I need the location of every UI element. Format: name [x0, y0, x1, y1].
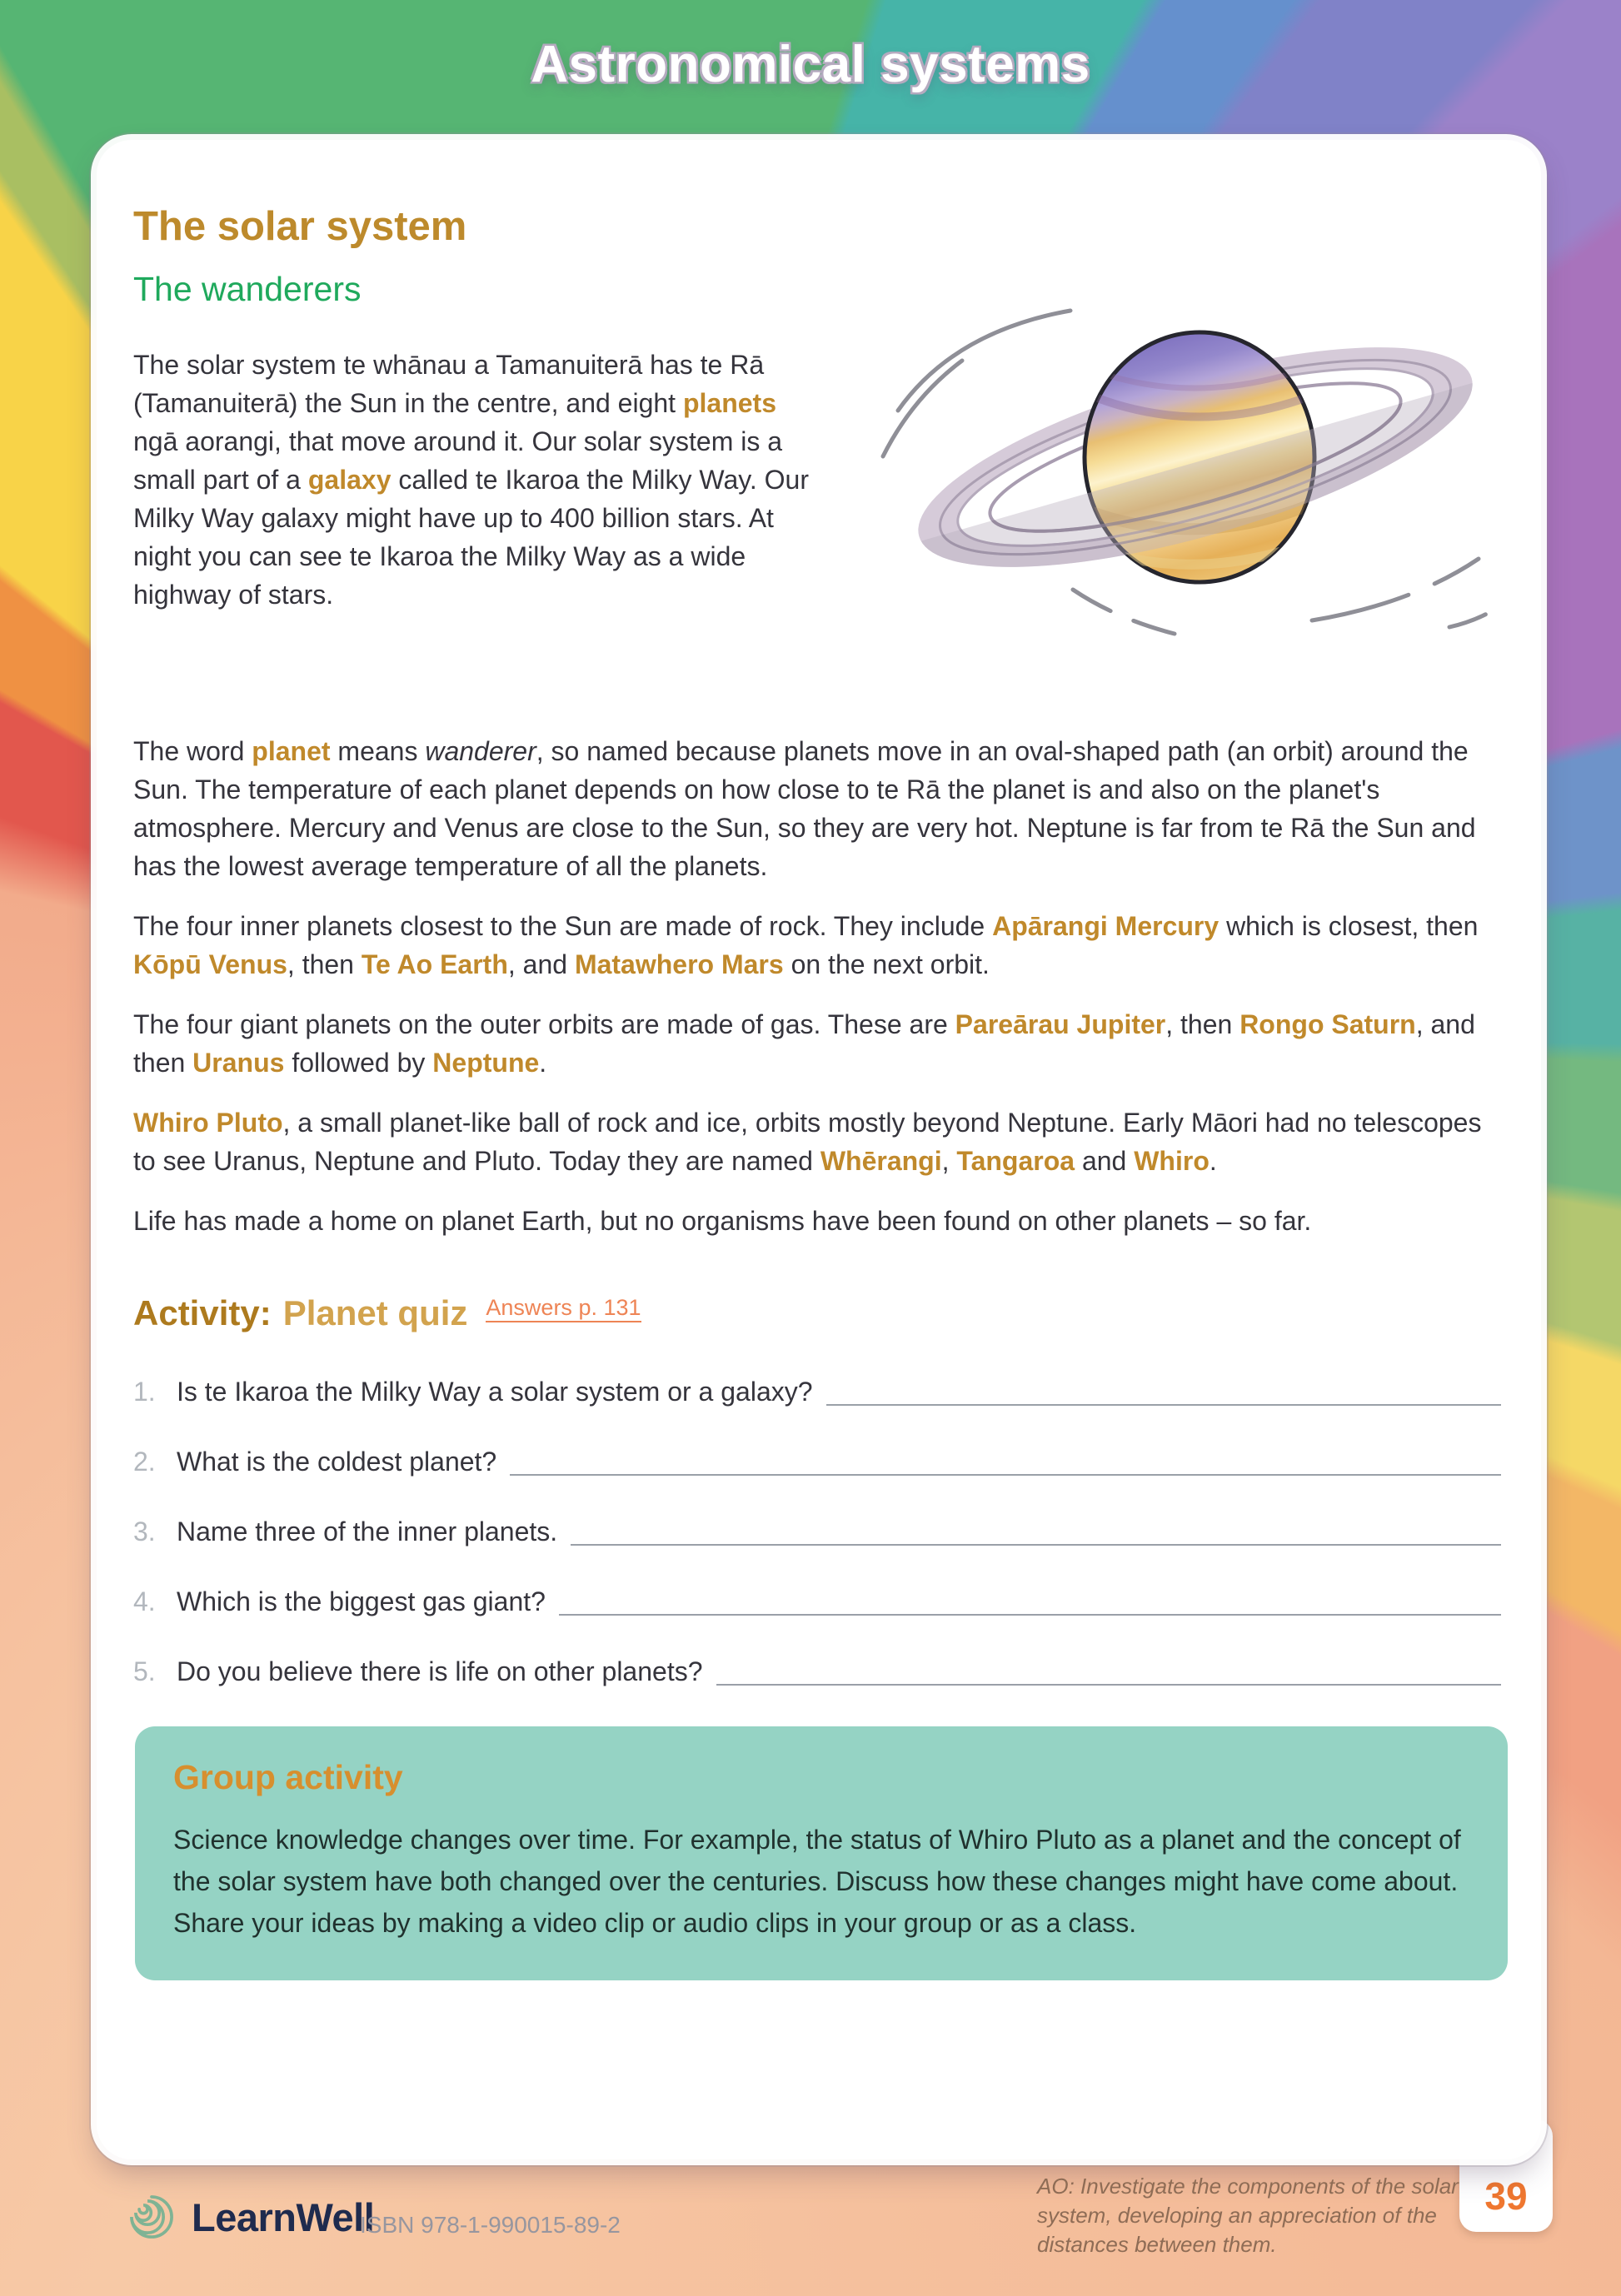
quiz-list: [133, 1377, 1501, 1687]
isbn-text: ISBN 978-1-990015-89-2: [360, 2212, 621, 2238]
activity-heading: [133, 1293, 1501, 1333]
question-number: 5.: [133, 1656, 156, 1686]
page-title: Astronomical systems: [531, 36, 1090, 93]
question-number: 4.: [133, 1586, 156, 1616]
body-paragraph: The solar system te whānau a Tamanuiterā has te Rā (Tamanuiterā) the Sun in the centre, and eight planets ngā aorangi, that move around it. Our solar system is a small part of a galaxy called te Ikaroa the Milky Way. Our Milky Way galaxy might have up to 400 billion stars. At night you can see te Ikaroa the Milky Way as a wide highway of stars.: [133, 350, 809, 610]
group-activity-body: Science knowledge changes over time. For example, the status of Whiro Pluto as a planet and the concept of the solar system have both changed over the centuries. Discuss how these changes might have come about. Share your ideas by making a video clip or audio clips in your group or as a class.: [173, 1825, 1461, 1938]
saturn-icon: [875, 294, 1508, 644]
question-text: What is the coldest planet?: [177, 1447, 497, 1477]
body-paragraph: Life has made a home on planet Earth, but no organisms have been found on other planets – so far.: [133, 1206, 1312, 1236]
activity-title: Planet quiz: [282, 1293, 468, 1332]
page-number: 39: [1484, 2174, 1528, 2218]
quiz-question: [133, 1656, 1501, 1687]
article-title: The solar system: [133, 204, 467, 249]
body-paragraph: The four giant planets on the outer orbits are made of gas. These are Pareārau Jupiter, then Rongo Saturn, and then Uranus followed by Neptune.: [133, 1009, 1475, 1078]
spiral-icon: [123, 2189, 180, 2245]
question-number: 3.: [133, 1517, 156, 1546]
question-text: Is te Ikaroa the Milky Way a solar system or a galaxy?: [177, 1377, 813, 1407]
quiz-question: [133, 1586, 1501, 1617]
answer-line: [510, 1474, 1501, 1476]
quiz-question: [133, 1447, 1501, 1477]
answer-line: [826, 1404, 1501, 1406]
group-activity-title: Group activity: [173, 1758, 403, 1796]
body-paragraph: Whiro Pluto, a small planet-like ball of rock and ice, orbits mostly beyond Neptune. Early Māori had no telescopes to see Uranus, Neptune and Pluto. Today they are named Whērangi, Tangaroa and Whiro.: [133, 1108, 1482, 1176]
answers-page-link[interactable]: Answers p. 131: [486, 1295, 641, 1322]
quiz-question: [133, 1517, 1501, 1547]
brand-name: LearnWell: [192, 2194, 375, 2239]
article-subtitle: The wanderers: [133, 270, 362, 308]
lead-section: [133, 346, 1501, 710]
achievement-objective-text: AO: Investigate the components of the solar system, developing an appreciation of the distances between them.: [1037, 2174, 1459, 2257]
question-text: Which is the biggest gas giant?: [177, 1586, 546, 1616]
answer-line: [559, 1614, 1501, 1616]
answer-line: [571, 1544, 1501, 1546]
answer-line: [716, 1684, 1502, 1686]
publisher-logo: [123, 2189, 374, 2245]
question-number: 1.: [133, 1377, 156, 1407]
body-paragraph: The four inner planets closest to the Sun are made of rock. They include Apārangi Mercury which is closest, then Kōpū Venus, then Te Ao Earth, and Matawhero Mars on the next orbit.: [133, 911, 1479, 979]
activity-label: Activity:: [133, 1293, 272, 1332]
body-paragraph: The word planet means wanderer, so named because planets move in an oval-shaped path (an orbit) around the Sun. The temperature of each planet depends on how close to te Rā the planet is and also on the planet's atmosphere. Mercury and Venus are close to the Sun, so they are very hot. Neptune is far from te Rā the Sun and has the lowest average temperature of all the planets.: [133, 736, 1476, 881]
quiz-question: [133, 1377, 1501, 1407]
question-text: Name three of the inner planets.: [177, 1517, 558, 1546]
group-activity-box: [135, 1726, 1508, 1980]
question-number: 2.: [133, 1447, 156, 1477]
question-text: Do you believe there is life on other planets?: [177, 1656, 703, 1686]
content-card: [97, 140, 1541, 2159]
